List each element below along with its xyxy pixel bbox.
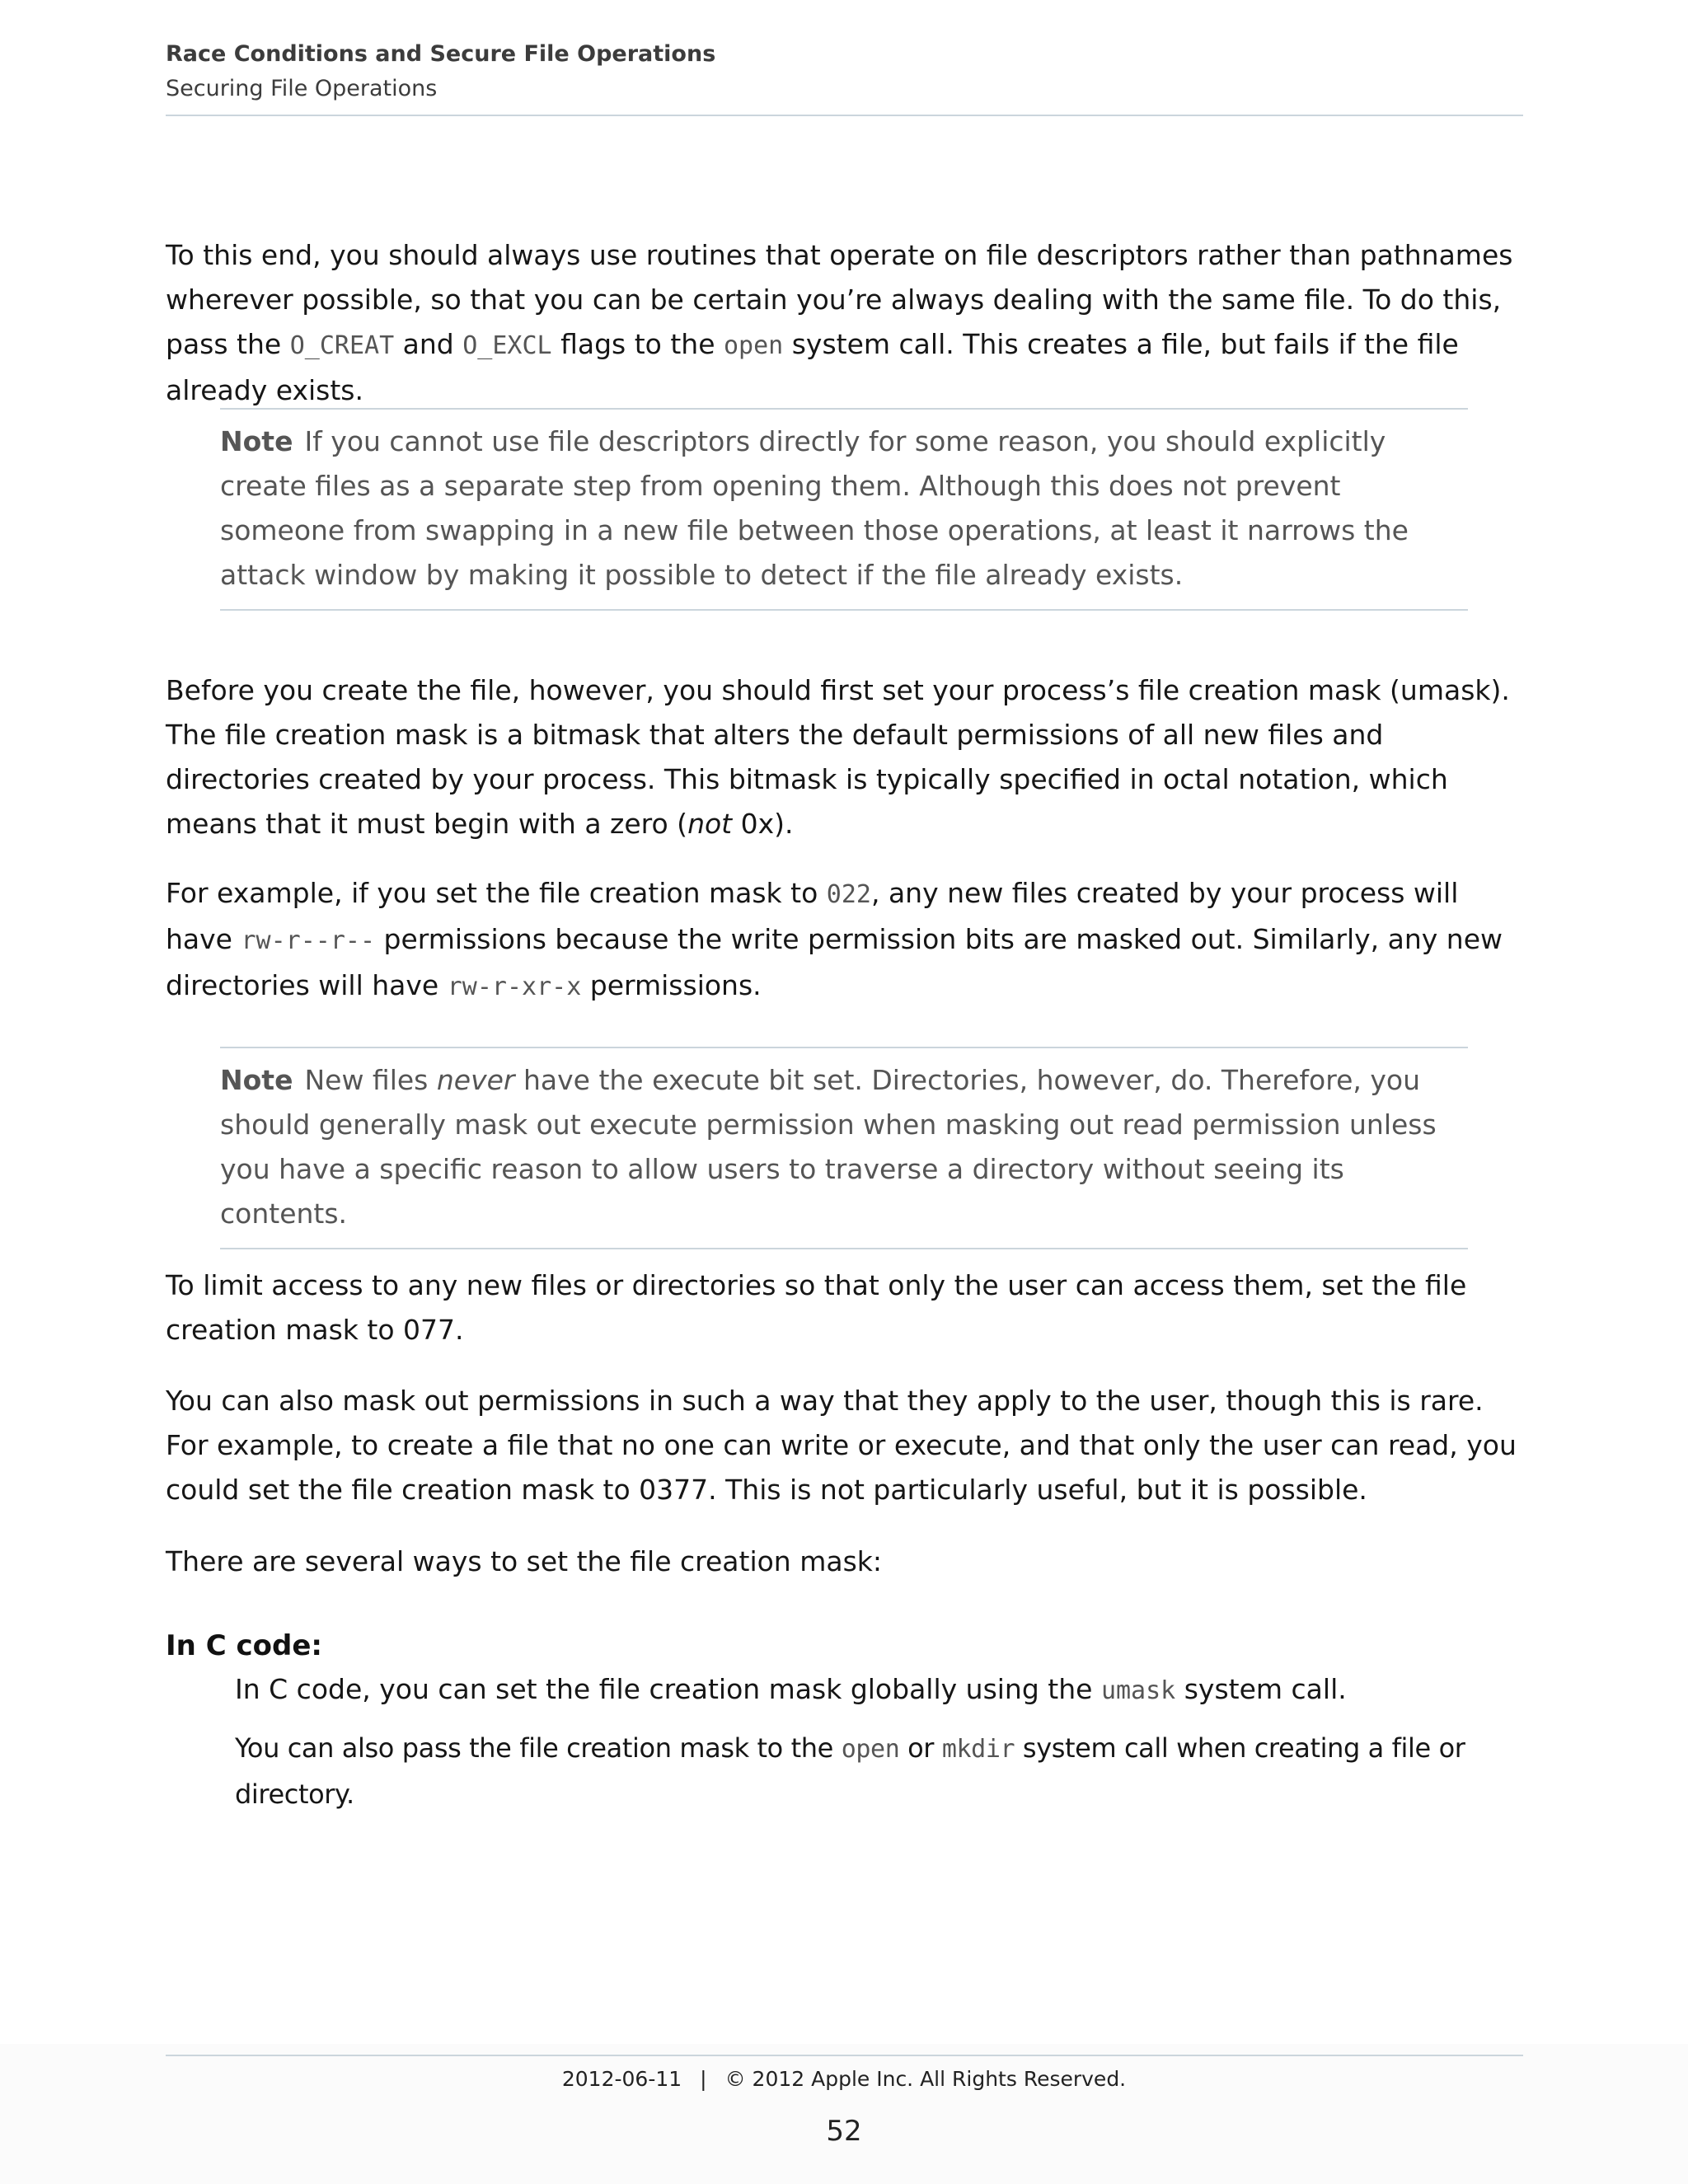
running-header bbox=[166, 38, 1523, 105]
code-rw-r--r--: rw-r--r-- bbox=[241, 926, 376, 955]
emphasis-not: not bbox=[687, 808, 733, 840]
note-label: Note bbox=[220, 425, 293, 457]
page-footer bbox=[0, 2067, 1688, 2091]
chapter-title: Race Conditions and Secure File Operations bbox=[166, 41, 716, 67]
paragraph-text: You can also pass the file creation mask to the bbox=[235, 1732, 842, 1764]
paragraph-text: permissions because the write permission bits are masked out. Similarly, any new directories will have bbox=[166, 923, 1503, 1001]
paragraph-text: To limit access to any new files or directories so that only the user can access them, set the file creation mask to 077. bbox=[166, 1269, 1467, 1346]
paragraph-ways bbox=[166, 1540, 1523, 1584]
note-box-1 bbox=[220, 408, 1468, 611]
paragraph-text: and bbox=[394, 328, 463, 360]
paragraph-text: permissions. bbox=[581, 969, 762, 1001]
code-open: open bbox=[724, 331, 784, 360]
paragraph-text: You can also mask out permissions in such a way that they apply to the user, though this is rare. For example, to create a file that no one can write or execute, and that only the user can read, you could set the file creation mask to 0377. This is not particularly useful, but it is possible. bbox=[166, 1385, 1517, 1506]
paragraph-example bbox=[166, 871, 1523, 1010]
paragraph-mask-user bbox=[166, 1379, 1523, 1512]
code-mkdir: mkdir bbox=[941, 1735, 1015, 1764]
paragraph-text: system call. This creates a file, but fails if the file already exists. bbox=[166, 328, 1459, 406]
paragraph-text: system call when creating a file or directory. bbox=[235, 1732, 1465, 1810]
paragraph-text: Before you create the file, however, you should first set your process’s file creation mask (umask). The file creation mask is a bitmask that alters the default permissions of all new files and directories created by your process. This bitmask is typically specified in octal notation, which means that it must begin with a zero ( bbox=[166, 674, 1510, 840]
code-umask: umask bbox=[1100, 1676, 1176, 1705]
subheading-c-code: In C code: bbox=[166, 1629, 322, 1662]
header-divider bbox=[166, 115, 1523, 116]
code-o-excl: O_EXCL bbox=[462, 331, 552, 360]
note-text: have the execute bit set. Directories, however, do. Therefore, you should generally mask out execute permission when masking out read permission unless you have a specific reason to allow users to traverse a directory without seeing its contents. bbox=[220, 1064, 1437, 1230]
emphasis-never: never bbox=[436, 1064, 515, 1096]
footer-separator: | bbox=[700, 2067, 707, 2091]
footer-copyright: © 2012 Apple Inc. All Rights Reserved. bbox=[724, 2067, 1127, 2091]
footer-background bbox=[0, 2044, 1688, 2184]
paragraph-text: To this end, you should always use routines that operate on file descriptors rather than pathnames wherever possible, so that you can be certain you’re always dealing with the same file. To do this, pass the bbox=[166, 239, 1513, 360]
footer-date: 2012-06-11 bbox=[561, 2067, 682, 2091]
code-rw-r-xr-x: rw-r-xr-x bbox=[447, 972, 582, 1001]
c-code-item-umask bbox=[235, 1667, 1523, 1713]
paragraph-text: For example, if you set the file creation mask to bbox=[166, 877, 827, 909]
code-022: 022 bbox=[826, 880, 871, 909]
paragraph-text: or bbox=[899, 1732, 942, 1764]
paragraph-text: There are several ways to set the file creation mask: bbox=[166, 1545, 883, 1577]
paragraph-text: 0x). bbox=[732, 808, 794, 840]
code-o-creat: O_CREAT bbox=[289, 331, 395, 360]
paragraph-umask bbox=[166, 668, 1523, 846]
note-box-2 bbox=[220, 1047, 1468, 1249]
page-number: 52 bbox=[826, 2115, 862, 2148]
note-label: Note bbox=[220, 1064, 293, 1096]
footer-divider bbox=[166, 2055, 1523, 2056]
paragraph-file-descriptors bbox=[166, 233, 1523, 413]
paragraph-text: , any new files created by your process will have bbox=[166, 877, 1459, 955]
paragraph-limit-access bbox=[166, 1263, 1523, 1352]
note-text: New files bbox=[304, 1064, 437, 1096]
code-open: open bbox=[841, 1735, 900, 1764]
paragraph-text: flags to the bbox=[551, 328, 724, 360]
paragraph-text: In C code, you can set the file creation mask globally using the bbox=[235, 1673, 1101, 1705]
note-text: If you cannot use file descriptors directly for some reason, you should explicitly create files as a separate step from opening them. Although this does not prevent someone from swapping in a new file between those operations, at least it narrows the attack window by making it possible to detect if the file already exists. bbox=[220, 425, 1409, 591]
section-title: Securing File Operations bbox=[166, 76, 438, 101]
paragraph-text: system call. bbox=[1175, 1673, 1347, 1705]
c-code-item-open-mkdir bbox=[235, 1726, 1523, 1816]
